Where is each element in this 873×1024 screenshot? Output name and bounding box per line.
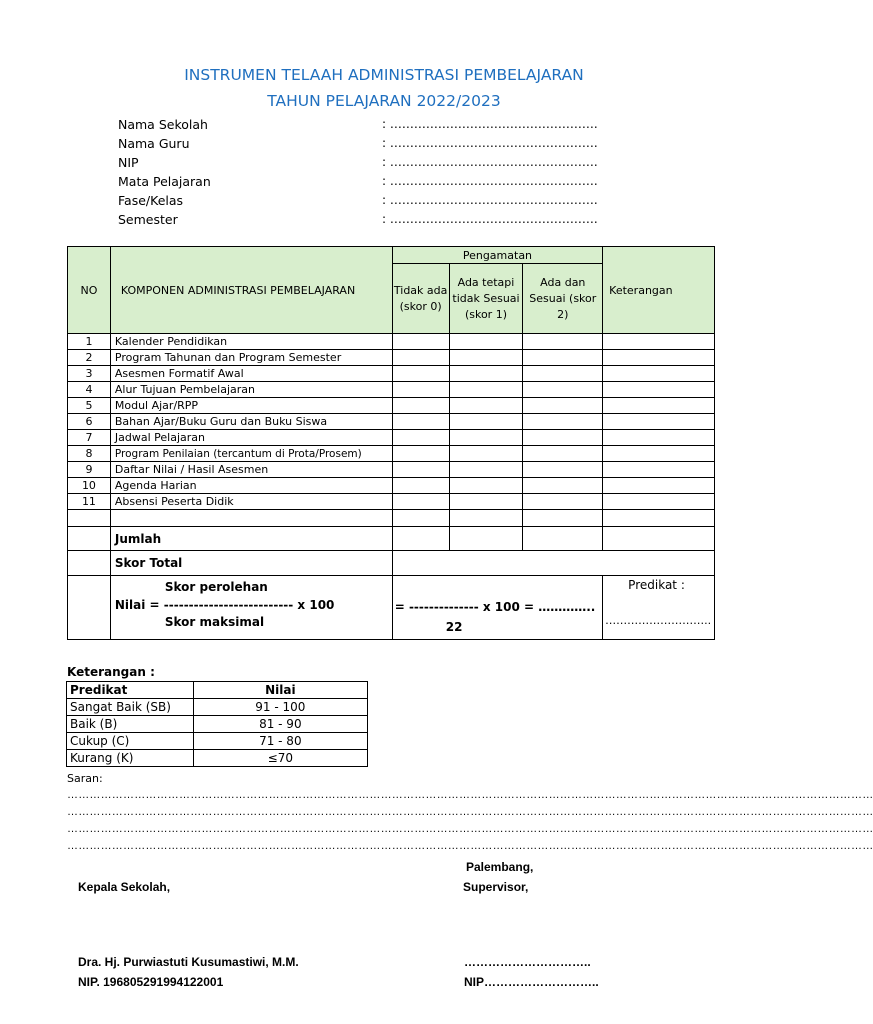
cell-keterangan[interactable] [603,430,715,446]
cell-skor-0[interactable] [392,382,449,398]
cell-keterangan[interactable] [603,382,715,398]
signature-city: Palembang, [466,860,534,874]
info-label-nip: NIP [118,155,139,170]
predikat-dots[interactable]: ……………………….. [605,614,712,627]
nilai-formula-cell [110,576,392,640]
row-item: Alur Tujuan Pembelajaran [110,382,392,398]
table-row [68,414,715,430]
saran-line[interactable]: ……………………………………………………………………………………………………………………………………………………………………………………………… [67,840,873,852]
table-row [67,716,368,733]
cell-keterangan[interactable] [603,446,715,462]
cell-keterangan[interactable] [603,350,715,366]
row-no: 2 [68,350,111,366]
cell-skor-2[interactable] [523,414,603,430]
predikat-label: Predikat : [628,578,685,592]
row-item: Asesmen Formatif Awal [110,366,392,382]
cell-skor-2[interactable] [523,446,603,462]
jumlah-skor-2[interactable] [523,527,603,551]
info-value-nama-sekolah: : ……………………………………………. [382,117,598,131]
cell-skor-1[interactable] [449,478,523,494]
header-komponen: KOMPONEN ADMINISTRASI PEMBELAJARAN [110,247,392,334]
nilai-row [68,576,715,640]
cell-keterangan[interactable] [603,462,715,478]
empty-cell[interactable] [523,510,603,527]
row-item: Program Tahunan dan Program Semester [110,350,392,366]
row-item: Agenda Harian [110,478,392,494]
table-row-empty [68,510,715,527]
skor-total-label: Skor Total [110,551,392,576]
kepala-sekolah-label: Kepala Sekolah, [78,880,171,894]
row-no: 6 [68,414,111,430]
empty-cell [110,510,392,527]
empty-cell[interactable] [603,510,715,527]
table-row [68,446,715,462]
table-row [68,334,715,350]
table-row [68,350,715,366]
kepala-sekolah-name: Dra. Hj. Purwiastuti Kusumastiwi, M.M. [78,955,299,969]
cell-skor-2[interactable] [523,334,603,350]
cell-skor-0[interactable] [392,494,449,510]
supervisor-nip[interactable]: NIP……………………….. [464,975,599,989]
cell-keterangan[interactable] [603,366,715,382]
cell-keterangan[interactable] [603,334,715,350]
cell-skor-0[interactable] [392,478,449,494]
cell-skor-0[interactable] [392,462,449,478]
cell-skor-0[interactable] [392,414,449,430]
cell-skor-2[interactable] [523,478,603,494]
header-keterangan: Keterangan [603,247,715,334]
row-no: 5 [68,398,111,414]
table-row [67,733,368,750]
predikat-table [66,681,368,767]
info-label-fase-kelas: Fase/Kelas [118,193,184,208]
table-row [68,494,715,510]
empty-cell [68,510,111,527]
row-item: Daftar Nilai / Hasil Asesmen [110,462,392,478]
header-ada-tidak-sesuai: Ada tetapi tidak Sesuai (skor 1) [449,264,523,334]
row-no: 1 [68,334,111,350]
cell-skor-1[interactable] [449,462,523,478]
row-item: Absensi Peserta Didik [110,494,392,510]
predikat-name: Kurang (K) [67,750,194,767]
empty-cell[interactable] [449,510,523,527]
nilai-result-cell [392,576,602,640]
predikat-cell [603,576,715,640]
cell-skor-1[interactable] [449,446,523,462]
skor-maksimal-label: Skor maksimal [164,615,265,629]
saran-label: Saran: [67,772,103,785]
row-no: 11 [68,494,111,510]
skor-total-no-cell [68,551,111,576]
predikat-name: Sangat Baik (SB) [67,699,194,716]
cell-skor-1[interactable] [449,430,523,446]
saran-line[interactable]: ……………………………………………………………………………………………………………………………………………………………………………………………… [67,806,873,818]
cell-skor-1[interactable] [449,334,523,350]
kepala-sekolah-nip: NIP. 196805291994122001 [78,975,224,989]
supervisor-label: Supervisor, [463,880,529,894]
cell-skor-0[interactable] [392,446,449,462]
predikat-name: Baik (B) [67,716,194,733]
nilai-no-cell [68,576,111,640]
cell-keterangan[interactable] [603,478,715,494]
row-no: 10 [68,478,111,494]
cell-skor-1[interactable] [449,382,523,398]
table-row [68,398,715,414]
jumlah-skor-0[interactable] [392,527,449,551]
header-no: NO [68,247,111,334]
row-item: Jadwal Pelajaran [110,430,392,446]
predikat-range: 81 - 90 [193,716,367,733]
jumlah-no-cell [68,527,111,551]
cell-skor-2[interactable] [523,462,603,478]
header-ada-sesuai: Ada dan Sesuai (skor 2) [523,264,603,334]
cell-skor-2[interactable] [523,494,603,510]
cell-skor-2[interactable] [523,398,603,414]
cell-skor-1[interactable] [449,494,523,510]
cell-keterangan[interactable] [603,494,715,510]
skor-perolehan-label: Skor perolehan [164,580,268,594]
row-no: 4 [68,382,111,398]
max-score: 22 [445,620,463,634]
row-no: 8 [68,446,111,462]
header-tidak-ada: Tidak ada (skor 0) [392,264,449,334]
info-value-mata-pelajaran: : ……………………………………………. [382,174,598,188]
keterangan-label: Keterangan : [67,665,155,679]
page-title: INSTRUMEN TELAAH ADMINISTRASI PEMBELAJARAN [184,66,584,84]
cell-skor-1[interactable] [449,398,523,414]
row-item: Modul Ajar/RPP [110,398,392,414]
jumlah-skor-1[interactable] [449,527,523,551]
cell-skor-1[interactable] [449,350,523,366]
cell-skor-2[interactable] [523,366,603,382]
info-value-semester: : ……………………………………………. [382,212,598,226]
cell-skor-1[interactable] [449,366,523,382]
info-label-nama-sekolah: Nama Sekolah [118,117,208,132]
table-row [68,430,715,446]
cell-skor-0[interactable] [392,334,449,350]
formula-result: = -------------- x 100 = ………….. [394,600,596,614]
info-value-nip: : ……………………………………………. [382,155,598,169]
table-row [68,382,715,398]
cell-skor-2[interactable] [523,382,603,398]
page-subtitle: TAHUN PELAJARAN 2022/2023 [267,92,501,110]
row-item: Bahan Ajar/Buku Guru dan Buku Siswa [110,414,392,430]
info-label-mata-pelajaran: Mata Pelajaran [118,174,211,189]
row-no: 9 [68,462,111,478]
jumlah-label: Jumlah [110,527,392,551]
predikat-range: ≤70 [193,750,367,767]
cell-skor-1[interactable] [449,414,523,430]
assessment-table [67,246,715,640]
cell-keterangan[interactable] [603,398,715,414]
cell-keterangan[interactable] [603,414,715,430]
info-label-nama-guru: Nama Guru [118,136,190,151]
row-item: Program Penilaian (tercantum di Prota/Prosem) [110,446,392,462]
cell-skor-0[interactable] [392,430,449,446]
nilai-formula: Nilai = -------------------------- x 100 [114,598,335,612]
info-value-fase-kelas: : ……………………………………………. [382,193,598,207]
predikat-header: Predikat [67,682,194,699]
cell-skor-0[interactable] [392,398,449,414]
table-row [68,366,715,382]
empty-cell[interactable] [392,510,449,527]
row-no: 7 [68,430,111,446]
header-pengamatan: Pengamatan [392,247,602,264]
table-row [68,462,715,478]
table-row [68,478,715,494]
table-row [67,750,368,767]
predikat-name: Cukup (C) [67,733,194,750]
cell-skor-0[interactable] [392,350,449,366]
row-item: Kalender Pendidikan [110,334,392,350]
predikat-range: 71 - 80 [193,733,367,750]
predikat-range: 91 - 100 [193,699,367,716]
jumlah-keterangan[interactable] [603,527,715,551]
saran-line[interactable]: ……………………………………………………………………………………………………………………………………………………………………………………………… [67,789,873,801]
saran-line[interactable]: ……………………………………………………………………………………………………………………………………………………………………………………………… [67,823,873,835]
row-no: 3 [68,366,111,382]
nilai-header: Nilai [193,682,367,699]
skor-total-value[interactable] [392,551,714,576]
info-value-nama-guru: : ……………………………………………. [382,136,598,150]
supervisor-name[interactable]: ………………………….. [464,955,591,969]
cell-skor-2[interactable] [523,350,603,366]
table-row [67,699,368,716]
cell-skor-2[interactable] [523,430,603,446]
skor-total-row [68,551,715,576]
cell-skor-0[interactable] [392,366,449,382]
info-label-semester: Semester [118,212,178,227]
jumlah-row [68,527,715,551]
